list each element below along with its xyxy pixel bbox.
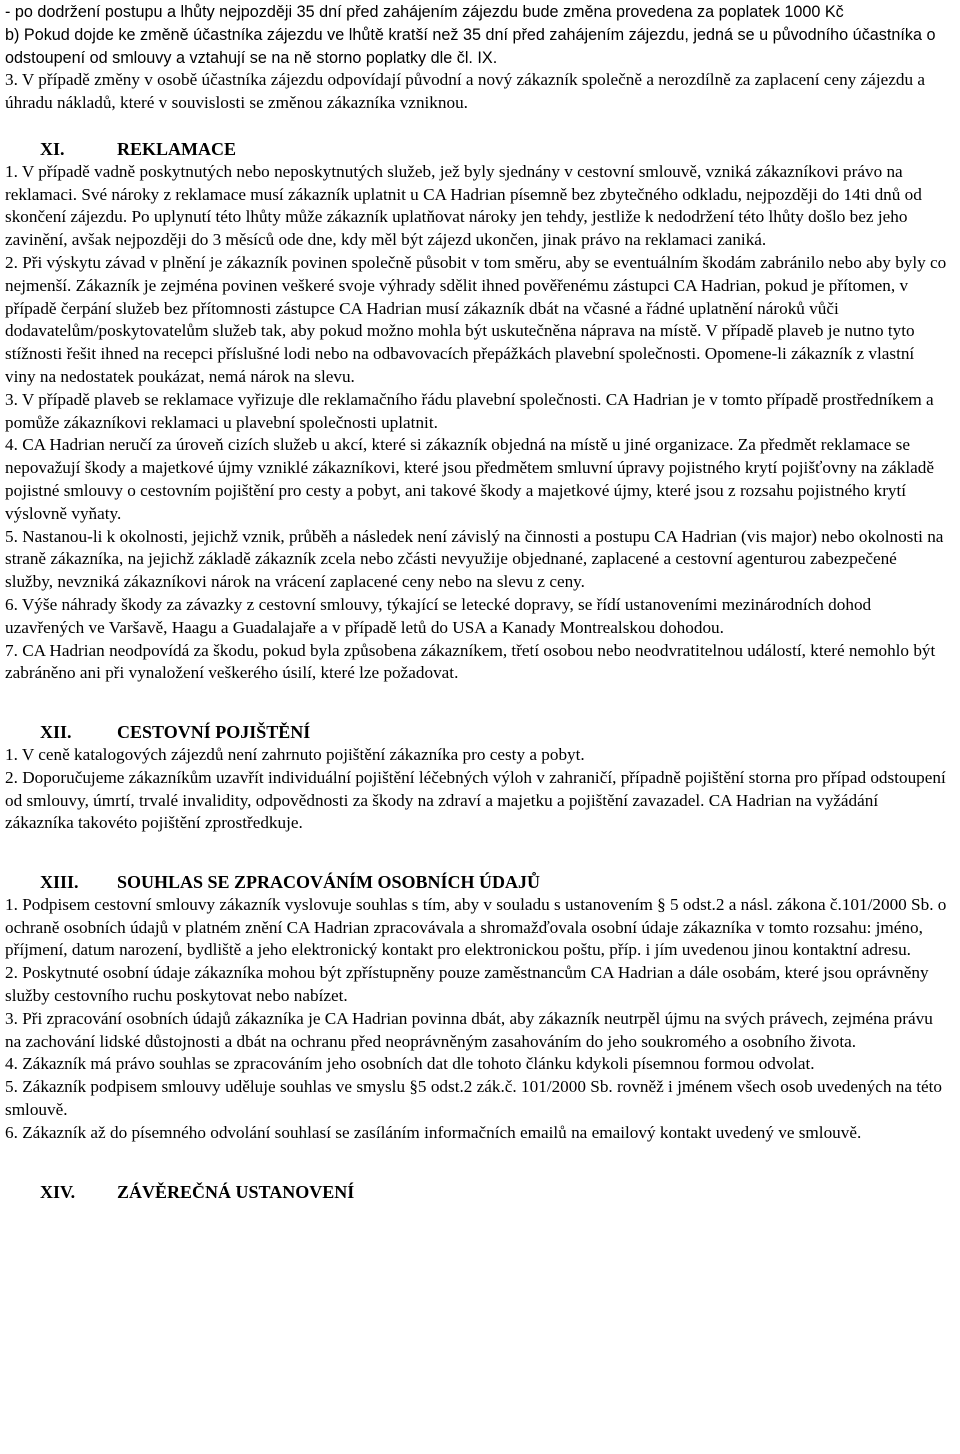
- section-number: XII.: [40, 722, 72, 743]
- section-title: CESTOVNÍ POJIŠTĚNÍ: [117, 722, 311, 743]
- section-heading: [5, 871, 948, 894]
- section-paragraph: 3. V případě plaveb se reklamace vyřizuje dle reklamačního řádu plavební společnosti. CA Hadrian je v tomto případě prostředníkem a pomůže zákazníkovi reklamaci u plavební společnosti uplatnit.: [5, 389, 934, 432]
- section-heading: [5, 1181, 948, 1204]
- section-paragraph: 3. Při zpracování osobních údajů zákazníka je CA Hadrian povinna dbát, aby zákazník neutrpěl újmu na svých právech, zejména právu na zachování lidské důstojnosti a dbát na ochranu před neoprávněným zasahováním do jeho soukromého a osobního života.: [5, 1008, 933, 1051]
- section-number: XIV.: [40, 1181, 76, 1202]
- section-number: XIII.: [40, 872, 79, 893]
- section-title: ZÁVĚREČNÁ USTANOVENÍ: [117, 1181, 355, 1202]
- section-paragraph: 1. Podpisem cestovní smlouvy zákazník vyslovuje souhlas s tím, aby v souladu s ustanovením § 5 odst.2 a násl. zákona č.101/2000 Sb. o ochraně osobních údajů v platném znění CA Hadrian zpracovávala a shromažďovala osobní údaje zákazníka v tomto rozsahu: jméno, příjmení, datum narození, bydliště a jeho elektronický kontakt pro elektronickou poštu, příp. i jím uvedenou jinou kontaktní adresu.: [5, 894, 947, 960]
- section-reklamace: [5, 138, 948, 685]
- section-heading: [5, 721, 948, 744]
- section-souhlas-osobni-udaje: [5, 871, 948, 1145]
- section-title: SOUHLAS SE ZPRACOVÁNÍM OSOBNÍCH ÚDAJŮ: [117, 872, 541, 893]
- section-paragraph: 7. CA Hadrian neodpovídá za škodu, pokud byla způsobena zákazníkem, třetí osobou nebo neodvratitelnou událostí, které nemohlo být zabráněno ani při vynaložení veškerého úsilí, které lze požadovat.: [5, 640, 936, 683]
- intro-paragraph: b) Pokud dojde ke změně účastníka zájezdu ve lhůtě kratší než 35 dní před zahájením zájezdu, jedná se u původního účastníka o odstoupení od smlouvy a vztahují se na ně storno poplatky dle čl. IX.: [5, 25, 936, 67]
- section-paragraph: 1. V ceně katalogových zájezdů není zahrnuto pojištění zákazníka pro cesty a pobyt.: [5, 744, 585, 764]
- section-heading: [5, 138, 948, 161]
- section-paragraph: 2. Při výskytu závad v plnění je zákazník povinen společně působit v tom směru, aby se eventuálním škodám zabránilo nebo aby byly co nejmenší. Zákazník je zejména povinen veškeré svoje výhrady sdělit ihned pověřenému zástupci CA Hadrian, pokud je přítomen, v případě čerpání služeb bez přítomnosti zástupce CA Hadrian musí zákazník dbát na včasné a řádné uplatnění nároků vůči dodavatelům/poskytovatelům služeb tak, aby pokud možno mohla být uskutečněna náprava na místě. V případě plaveb je nutno tyto stížnosti řešit ihned na recepci příslušné lodi nebo na odbavovacích přepážkách plavební společnosti. Opomene-li zákazník z vlastní viny na nedostatek poukázat, nemá nárok na slevu.: [5, 252, 947, 386]
- section-paragraph: 2. Poskytnuté osobní údaje zákazníka mohou být zpřístupněny pouze zaměstnancům CA Hadrian a dále osobám, které jsou oprávněny služby cestovního ruchu poskytovat nebo nabízet.: [5, 963, 929, 1006]
- section-paragraph: 5. Zákazník podpisem smlouvy uděluje souhlas ve smyslu §5 odst.2 zák.č. 101/2000 Sb. rovněž i jménem všech osob uvedených na této smlouvě.: [5, 1077, 943, 1120]
- section-paragraph: 4. CA Hadrian neručí za úroveň cizích služeb u akcí, které si zákazník objedná na místě u jiné organizace. Za předmět reklamace se nepovažují škody a majetkové újmy vzniklé zákazníkovi, které jsou předmětem smluvní úpravy pojistného krytí pojišťovny na základě pojistné smlouvy o cestovním pojištění pro cesty a pobyt, ani takové škody a majetkové újmy, které jsou z rozsahu pojistného krytí výslovně vyňaty.: [5, 435, 935, 523]
- section-title: REKLAMACE: [117, 138, 237, 159]
- section-paragraph: 6. Zákazník až do písemného odvolání souhlasí se zasíláním informačních emailů na emailový kontakt uvedený ve smlouvě.: [5, 1122, 862, 1142]
- intro-paragraph: 3. V případě změny v osobě účastníka zájezdu odpovídají původní a nový zákazník společně a nerozdílně za zaplacení ceny zájezdu a úhradu nákladů, které v souvislosti se změnou zákazníka vzniknou.: [5, 70, 925, 113]
- section-paragraph: 4. Zákazník má právo souhlas se zpracováním jeho osobních dat dle tohoto článku kdykoli písemnou formou odvolat.: [5, 1054, 815, 1074]
- intro-paragraph: - po dodržení postupu a lhůty nejpozději 35 dní před zahájením zájezdu bude změna provedena za poplatek 1000 Kč: [5, 3, 844, 21]
- section-paragraph: 5. Nastanou-li k okolnosti, jejichž vznik, průběh a následek není závislý na činnosti a postupu CA Hadrian (vis major) nebo okolnosti na straně zákazníka, na jejichž základě zákazník zcela nebo zčásti nevyužije objednané, zaplacené a cestovní agenturou zabezpečené služby, nevzniká zákazníkovi nárok na vrácení zaplacené ceny nebo na slevu z ceny.: [5, 526, 944, 592]
- section-paragraph: 6. Výše náhrady škody za závazky z cestovní smlouvy, týkající se letecké dopravy, se řídí ustanoveními mezinárodních dohod uzavřených ve Varšavě, Haagu a Guadalajaře a v případě letů do USA a Kanady Montrealskou dohodou.: [5, 594, 872, 637]
- section-cestovni-pojisteni: [5, 721, 948, 835]
- section-number: XI.: [40, 138, 65, 159]
- section-zaverecna-ustanoveni: [5, 1181, 948, 1204]
- section-paragraph: 1. V případě vadně poskytnutých nebo neposkytnutých služeb, jež byly sjednány v cestovní smlouvě, vzniká zákazníkovi právo na reklamaci. Své nároky z reklamace musí zákazník uplatnit u CA Hadrian písemně bez zbytečného odkladu, nejpozději do 14ti dnů od skončení zájezdu. Po uplynutí této lhůty může zákazník uplatňovat nároky jen tehdy, jestliže k nedodržení této lhůty došlo bez jeho zavinění, avšak nejpozději do 3 měsíců ode dne, kdy měl být zájezd ukončen, jinak právo na reklamaci zaniká.: [5, 161, 922, 250]
- section-paragraph: 2. Doporučujeme zákazníkům uzavřít individuální pojištění léčebných výloh v zahraničí, případně pojištění storna pro případ odstoupení od smlouvy, úmrtí, trvalé invalidity, odpovědnosti za škody na zdraví a majetku a pojištění zavazadel. CA Hadrian na vyžádání zákazníka takovéto pojištění zprostředkuje.: [5, 767, 946, 833]
